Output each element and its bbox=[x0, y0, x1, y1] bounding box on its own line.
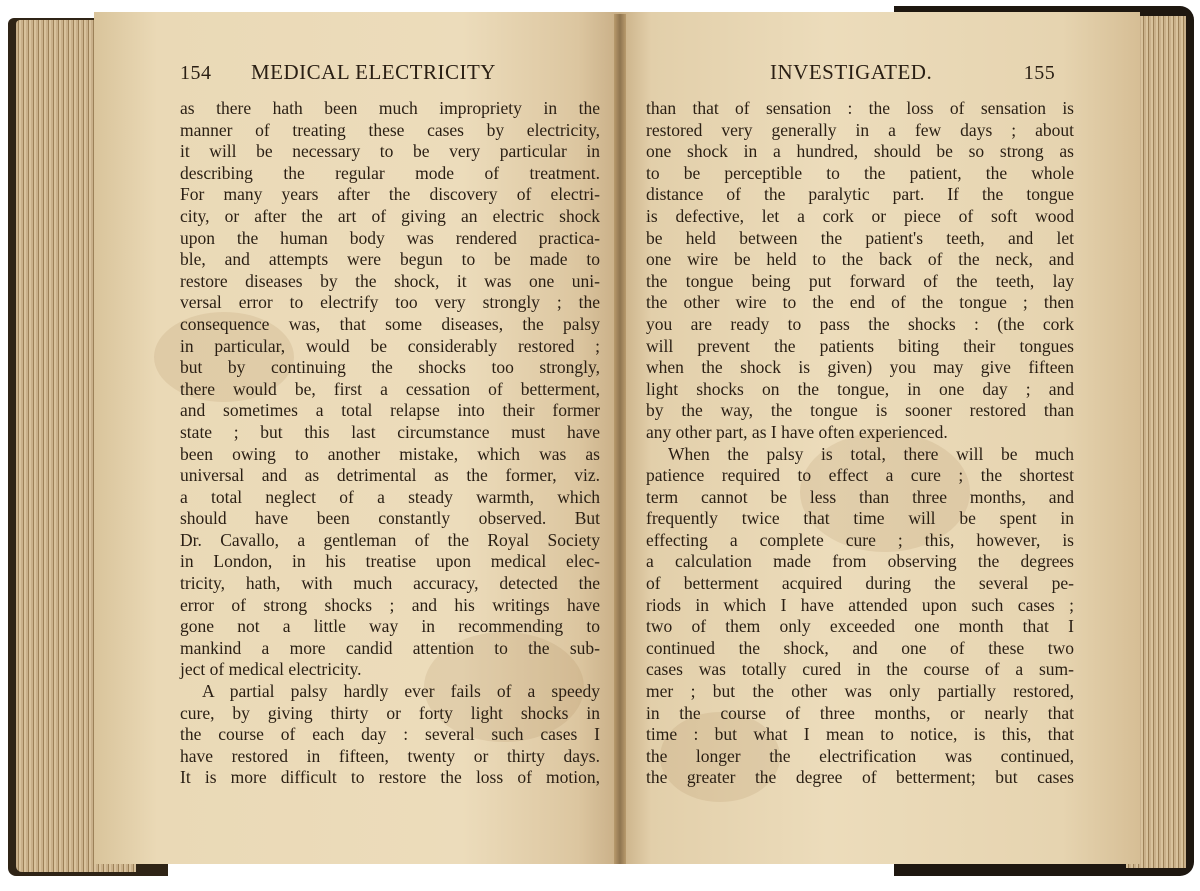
text-line: ble, and attempts were begun to be made to bbox=[180, 249, 600, 270]
text-line: mankind a more candid attention to the sub- bbox=[180, 637, 600, 658]
text-line: one shock in a hundred, should be so strong as bbox=[646, 141, 1074, 162]
right-page-number: 155 bbox=[1023, 62, 1056, 84]
text-line: the longer the electrification was continued, bbox=[646, 745, 1074, 766]
text-line: When the palsy is total, there will be much bbox=[668, 443, 1074, 464]
text-line: distance of the paralytic part. If the tongue bbox=[646, 184, 1074, 205]
text-line: For many years after the discovery of electri- bbox=[180, 184, 600, 205]
text-line: versal error to electrify too very strongly ; the bbox=[180, 292, 600, 313]
text-line: as there hath been much impropriety in the bbox=[180, 98, 600, 118]
text-line: describing the regular mode of treatment. bbox=[180, 162, 600, 183]
text-line: ject of medical electricity. bbox=[180, 659, 362, 680]
text-line: universal and as detrimental as the former, viz. bbox=[180, 465, 600, 486]
text-line: tricity, hath, with much accuracy, detected the bbox=[180, 573, 600, 594]
open-book bbox=[8, 6, 1194, 886]
text-line: continued the shock, and one of these two bbox=[646, 637, 1074, 658]
text-line: Dr. Cavallo, a gentleman of the Royal Society bbox=[180, 529, 600, 550]
text-line: the course of each day : several such cases I bbox=[180, 724, 600, 745]
text-line: by the way, the tongue is sooner restored than bbox=[646, 400, 1074, 421]
text-line: riods in which I have attended upon such cases ; bbox=[646, 594, 1074, 615]
right-page-header bbox=[770, 60, 1055, 85]
right-page-text bbox=[646, 98, 1074, 789]
text-line: state ; but this last circumstance must have bbox=[180, 421, 600, 442]
text-line: any other part, as I have often experienced. bbox=[646, 421, 948, 442]
text-line: manner of treating these cases by electricity, bbox=[180, 119, 600, 140]
text-line: is defective, let a cork or piece of soft wood bbox=[646, 205, 1074, 226]
text-line: will prevent the patients biting their tongues bbox=[646, 335, 1074, 356]
text-line: term cannot be less than three months, and bbox=[646, 486, 1074, 507]
text-line: you are ready to pass the shocks : (the cork bbox=[646, 313, 1074, 334]
text-line: there would be, first a cessation of betterment, bbox=[180, 378, 600, 399]
left-page bbox=[94, 12, 620, 864]
text-line: cure, by giving thirty or forty light shocks in bbox=[180, 702, 600, 723]
text-line: it will be necessary to be very particular in bbox=[180, 141, 600, 162]
text-line: restore diseases by the shock, it was one uni- bbox=[180, 270, 600, 291]
left-running-head: MEDICAL ELECTRICITY bbox=[251, 60, 496, 84]
text-line: restored very generally in a few days ; about bbox=[646, 119, 1074, 140]
text-line: light shocks on the tongue, in one day ; and bbox=[646, 378, 1074, 399]
text-line: the greater the degree of betterment; but cases bbox=[646, 767, 1074, 788]
text-line: in London, in his treatise upon medical elec- bbox=[180, 551, 600, 572]
text-line: to be perceptible to the patient, the whole bbox=[646, 162, 1074, 183]
left-page-text bbox=[180, 98, 600, 789]
text-line: A partial palsy hardly ever fails of a speedy bbox=[202, 681, 600, 702]
text-line: error of strong shocks ; and his writings have bbox=[180, 594, 600, 615]
text-line: the other wire to the end of the tongue ; then bbox=[646, 292, 1074, 313]
text-line: effecting a complete cure ; this, however, is bbox=[646, 529, 1074, 550]
right-running-head: INVESTIGATED. bbox=[770, 60, 933, 84]
left-page-header bbox=[180, 60, 496, 85]
text-line: It is more difficult to restore the loss of motion, bbox=[180, 767, 600, 788]
text-line: a total neglect of a steady warmth, which bbox=[180, 486, 600, 507]
text-line: have restored in fifteen, twenty or thirty days. bbox=[180, 745, 600, 766]
text-line: in particular, would be considerably restored ; bbox=[180, 335, 600, 356]
text-line: of betterment acquired during the several pe- bbox=[646, 573, 1074, 594]
text-line: frequently twice that time will be spent in bbox=[646, 508, 1074, 529]
text-line: patience required to effect a cure ; the shortest bbox=[646, 465, 1074, 486]
text-line: a calculation made from observing the degrees bbox=[646, 551, 1074, 572]
left-page-number: 154 bbox=[180, 62, 212, 84]
text-line: in the course of three months, or nearly that bbox=[646, 702, 1074, 723]
text-line: should have been constantly observed. But bbox=[180, 508, 600, 529]
text-line: upon the human body was rendered practica- bbox=[180, 227, 600, 248]
text-line: city, or after the art of giving an electric shock bbox=[180, 205, 600, 226]
text-line: the tongue being put forward of the teeth, lay bbox=[646, 270, 1074, 291]
text-line: when the shock is given) you may give fifteen bbox=[646, 357, 1074, 378]
text-line: be held between the patient's teeth, and let bbox=[646, 227, 1074, 248]
text-line: two of them only exceeded one month that I bbox=[646, 616, 1074, 637]
book-gutter bbox=[614, 14, 626, 864]
text-line: mer ; but the other was only partially restored, bbox=[646, 681, 1074, 702]
text-line: been owing to another mistake, which was as bbox=[180, 443, 600, 464]
text-line: than that of sensation : the loss of sensation is bbox=[646, 98, 1074, 118]
right-page bbox=[620, 12, 1140, 864]
text-line: but by continuing the shocks too strongly, bbox=[180, 357, 600, 378]
text-line: time : but what I mean to notice, is this, that bbox=[646, 724, 1074, 745]
text-line: gone not a little way in recommending to bbox=[180, 616, 600, 637]
text-line: one wire be held to the back of the neck, and bbox=[646, 249, 1074, 270]
text-line: cases was totally cured in the course of a sum- bbox=[646, 659, 1074, 680]
text-line: consequence was, that some diseases, the palsy bbox=[180, 313, 600, 334]
text-line: and sometimes a total relapse into their former bbox=[180, 400, 600, 421]
